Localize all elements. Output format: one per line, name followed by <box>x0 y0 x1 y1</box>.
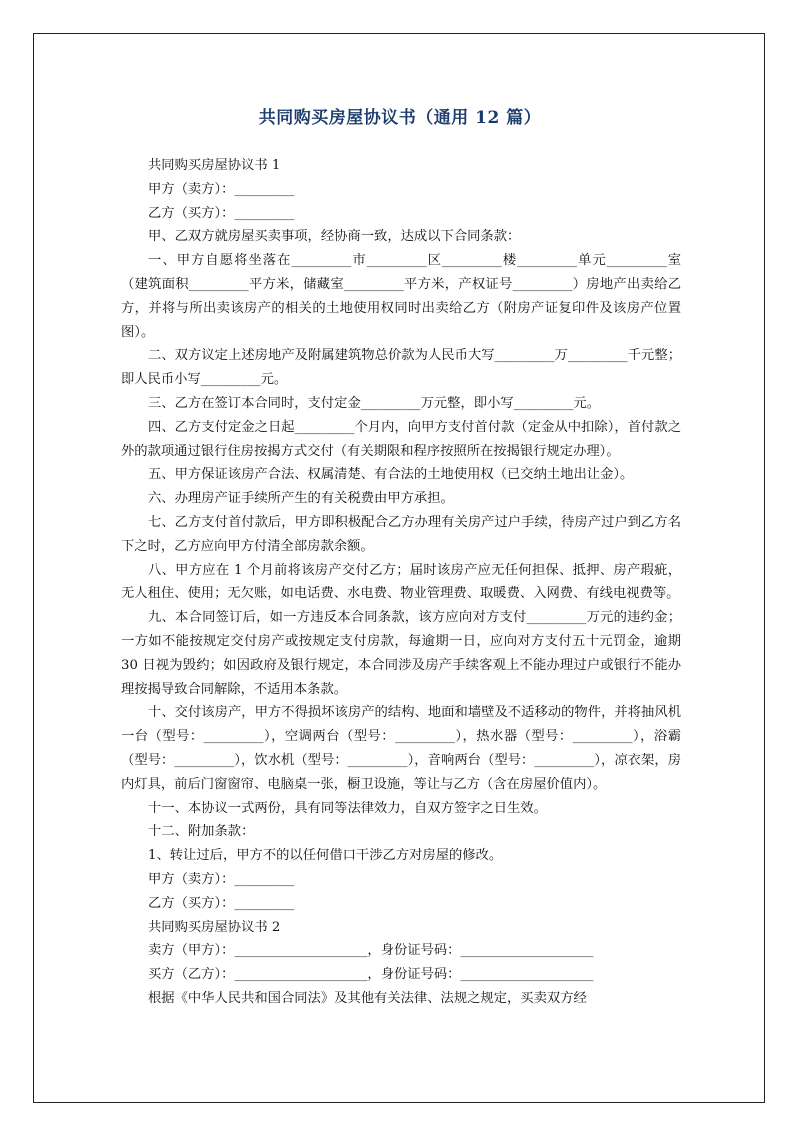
document-title: 共同购买房屋协议书（通用 12 篇） <box>258 108 542 128</box>
agreement-intro: 根据《中华人民共和国合同法》及其他有关法律、法规之规定，买卖双方经 <box>148 990 587 1006</box>
clause-4: 四、乙方支付定金之日起_________个月内，向甲方支付首付款（定金从中扣除），首付款之外的款项通过银行住房按揭方式交付（有关期限和程序按照所在按揭银行规定办理）。 <box>121 419 681 459</box>
clause-3: 三、乙方在签订本合同时，支付定金_________万元整，即小写_________元。 <box>148 395 601 411</box>
clause-1: 一、甲方自愿将坐落在_________市_________区_________楼_________单元_________室（建筑面积_________平方米，储藏室_________平方米，产权证号_________）房地产出卖给乙方，并将与所出卖该房产的相关的土地使用权同时出卖给乙方（附房产证复印件及该房产位置图）。 <box>121 253 681 340</box>
party-a-signature-line: 甲方（卖方）：_________ <box>148 871 295 887</box>
clause-12: 十二、附加条款： <box>148 824 255 840</box>
clause-10: 十、交付该房产，甲方不得损坏该房产的结构、地面和墙壁及不适移动的物件，并将抽风机一台（型号：_________），空调两台（型号：_________），热水器（型号：_________），浴霸（型号：_________），饮水机（型号：_________），音响两台（型号：_________），凉衣架，房内灯具，前后门窗窗帘、电脑桌一张，橱卫设施，等让与乙方（含在房屋价值内）。 <box>121 705 681 792</box>
additional-term-1: 1、转让过后，甲方不的以任何借口干涉乙方对房屋的修改。 <box>148 848 503 864</box>
party-b-signature-line: 乙方（买方）：_________ <box>148 895 295 911</box>
clause-6: 六、办理房产证手续所产生的有关税费由甲方承担。 <box>148 491 454 507</box>
clause-7: 七、乙方支付首付款后，甲方即积极配合乙方办理有关房产过户手续，待房产过户到乙方名下之时，乙方应向甲方付清全部房款余额。 <box>121 514 681 554</box>
clause-9: 九、本合同签订后，如一方违反本合同条款，该方应向对方支付_________万元的违约金；一方如不能按规定交付房产或按规定支付房款，每逾期一日，应向对方支付五十元罚金，逾期 30 日视为毁约；如因政府及银行规定，本合同涉及房产手续客观上不能办理过户或银行不能办理按揭导致合同解除，不适用本条款。 <box>121 610 681 697</box>
clause-5: 五、甲方保证该房产合法、权属清楚、有合法的土地使用权（已交纳土地出让金）。 <box>148 467 634 483</box>
intro-paragraph: 甲、乙双方就房屋买卖事项，经协商一致，达成以下合同条款： <box>148 229 521 245</box>
clause-8: 八、甲方应在 1 个月前将该房产交付乙方；届时该房产应无任何担保、抵押、房产瑕疵，无人租住、使用；无欠账，如电话费、水电费、物业管理费、取暖费、入网费、有线电视费等。 <box>121 562 681 602</box>
buyer-line: 买方（乙方）：____________________，身份证号码：____________________ <box>148 967 594 983</box>
party-b-line: 乙方（买方）：_________ <box>148 205 295 221</box>
clause-11: 十一、本协议一式两份，具有同等法律效力，自双方签字之日生效。 <box>148 800 547 816</box>
clause-2: 二、双方议定上述房地产及附属建筑物总价款为人民币大写_________万_________千元整；即人民币小写_________元。 <box>121 348 681 388</box>
seller-line: 卖方（甲方）：____________________，身份证号码：____________________ <box>148 943 594 959</box>
section-heading-2: 共同购买房屋协议书 2 <box>148 919 281 935</box>
party-a-line: 甲方（卖方）：_________ <box>148 181 295 197</box>
section-heading: 共同购买房屋协议书 1 <box>148 158 281 173</box>
document-body <box>121 154 681 1011</box>
